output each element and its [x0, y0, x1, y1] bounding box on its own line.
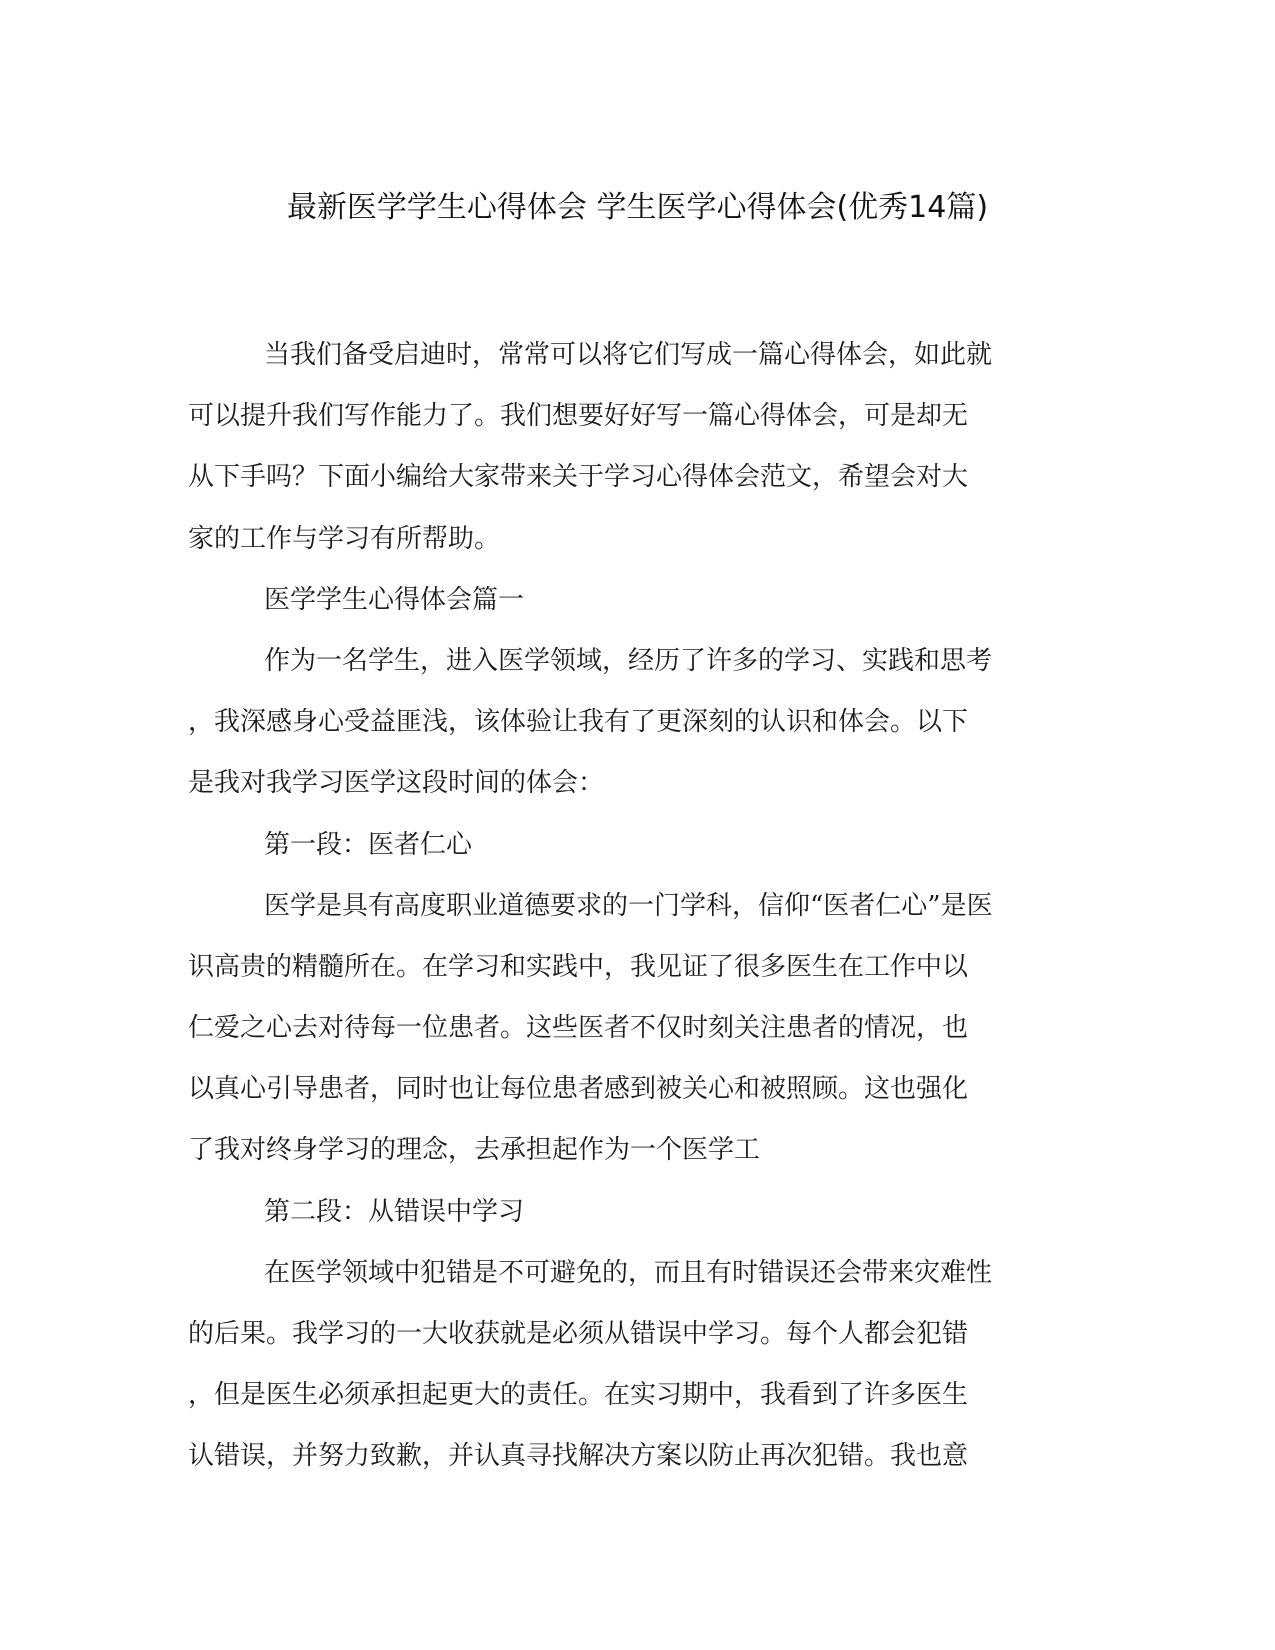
paragraph-line: 可以提升我们写作能力了。我们想要好好写一篇心得体会，可是却无: [188, 401, 969, 432]
paragraph-line: 以真心引导患者，同时也让每位患者感到被关心和被照顾。这也强化: [188, 1074, 969, 1105]
paragraph-line: ，但是医生必须承担起更大的责任。在实习期中，我看到了许多医生: [188, 1380, 969, 1411]
document-body: [188, 325, 1088, 1488]
paragraph-line: ，我深感身心受益匪浅，该体验让我有了更深刻的认识和体会。以下: [188, 707, 969, 738]
paragraph-line: 家的工作与学习有所帮助。: [188, 523, 501, 554]
section-heading: 第二段：从错误中学习: [264, 1196, 525, 1227]
paragraph-line: 作为一名学生，进入医学领域，经历了许多的学习、实践和思考: [264, 645, 993, 676]
paragraph-line: 在医学领域中犯错是不可避免的，而且有时错误还会带来灾难性: [264, 1257, 993, 1288]
paragraph-line: 当我们备受启迪时，常常可以将它们写成一篇心得体会，如此就: [264, 340, 993, 370]
paragraph-line: 了我对终身学习的理念，去承担起作为一个医学工: [188, 1135, 761, 1166]
paragraph-line: 仁爱之心去对待每一位患者。这些医者不仅时刻关注患者的情况，也: [188, 1013, 969, 1044]
paragraph-line: 从下手吗？下面小编给大家带来关于学习心得体会范文，希望会对大: [188, 462, 969, 493]
paragraph-line: 识高贵的精髓所在。在学习和实践中，我见证了很多医生在工作中以: [188, 951, 969, 982]
document-title: 最新医学学生心得体会 学生医学心得体会(优秀14篇): [286, 190, 989, 225]
paragraph-line: 的后果。我学习的一大收获就是必须从错误中学习。每个人都会犯错: [188, 1319, 969, 1349]
paragraph-line: 认错误，并努力致歉，并认真寻找解决方案以防止再次犯错。我也意: [188, 1441, 969, 1472]
paragraph-line: 是我对我学习医学这段时间的体会：: [188, 768, 605, 799]
section-heading: 第一段：医者仁心: [264, 829, 473, 860]
section-heading: 医学学生心得体会篇一: [264, 584, 525, 615]
paragraph-line: 医学是具有高度职业道德要求的一门学科，信仰“医者仁心”是医: [264, 890, 993, 921]
